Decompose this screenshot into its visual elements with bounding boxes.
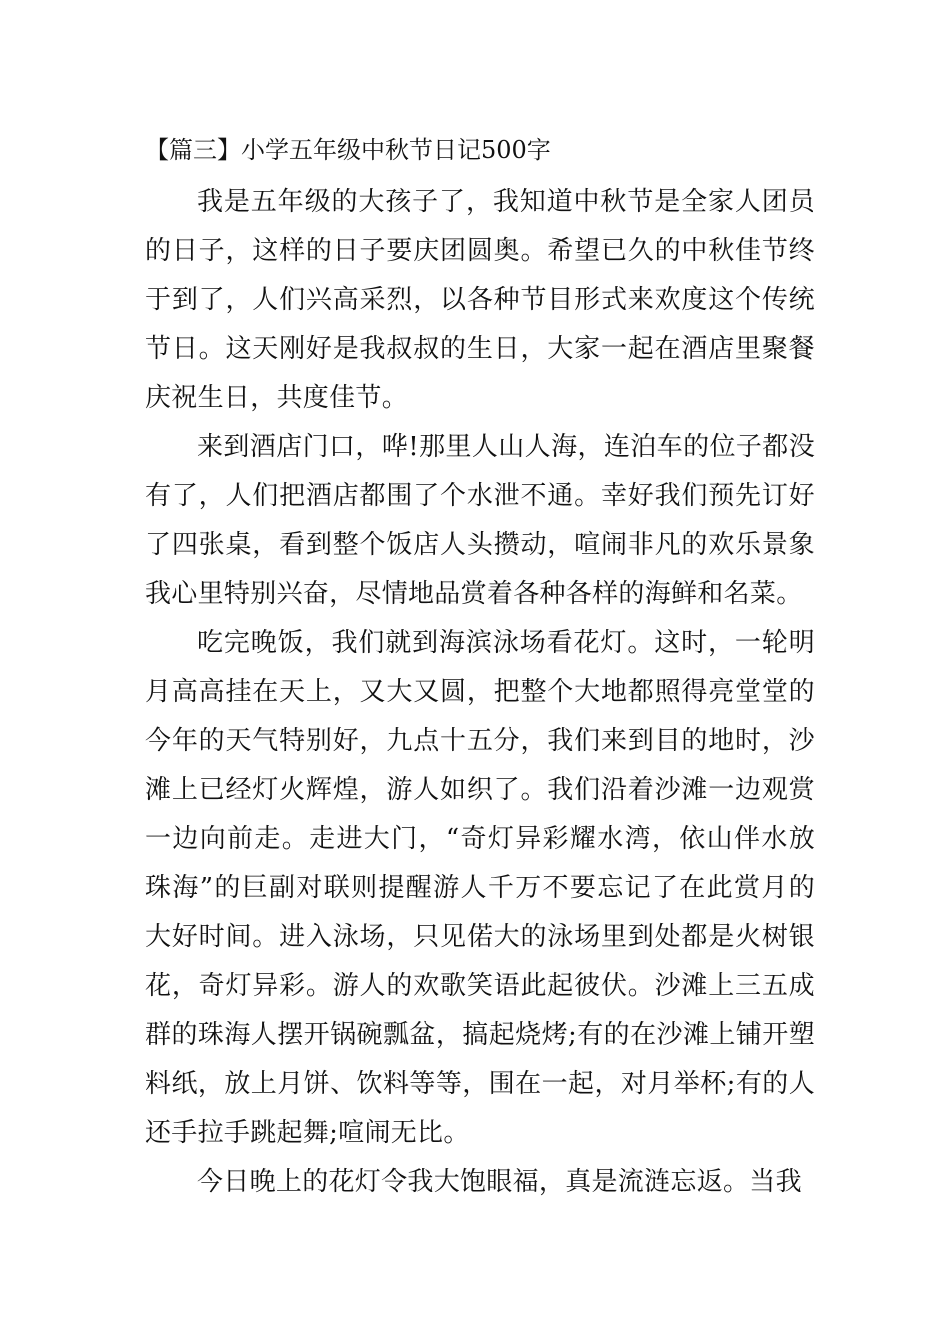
- article-body: [145, 178, 815, 1207]
- page-title: 【篇三】小学五年级中秋节日记500字: [145, 136, 551, 164]
- paragraph-4: 今日晚上的花灯令我大饱眼福，真是流涟忘返。当我: [197, 1167, 802, 1197]
- paragraph-2: 来到酒店门口，哗!那里人山人海，连泊车的位子都没有了，人们把酒店都围了个水泄不通。幸好我们预先订好了四张桌，看到整个饭店人头攒动，喧闹非凡的欢乐景象我心里特别兴奋，尽情地品赏着各种各样的海鲜和名菜。: [145, 432, 815, 609]
- paragraph-3: 吃完晚饭，我们就到海滨泳场看花灯。这时，一轮明月高高挂在天上，又大又圆，把整个大地都照得亮堂堂的今年的天气特别好，九点十五分，我们来到目的地时，沙滩上已经灯火辉煌，游人如织了。我们沿着沙滩一边观赏一边向前走。走进大门，“奇灯异彩耀水湾，依山伴水放珠海”的巨副对联则提醒游人千万不要忘记了在此赏月的大好时间。进入泳场，只见偌大的泳场里到处都是火树银花，奇灯异彩。游人的欢歌笑语此起彼伏。沙滩上三五成群的珠海人摆开锅碗瓢盆，搞起烧烤;有的在沙滩上铺开塑料纸，放上月饼、饮料等等，围在一起，对月举杯;有的人还手拉手跳起舞;喧闹无比。: [145, 628, 815, 1148]
- paragraph-1: 我是五年级的大孩子了，我知道中秋节是全家人团员的日子，这样的日子要庆团圆奥。希望已久的中秋佳节终于到了，人们兴高采烈，以各种节目形式来欢度这个传统节日。这天刚好是我叔叔的生日，大家一起在酒店里聚餐庆祝生日，共度佳节。: [145, 187, 815, 413]
